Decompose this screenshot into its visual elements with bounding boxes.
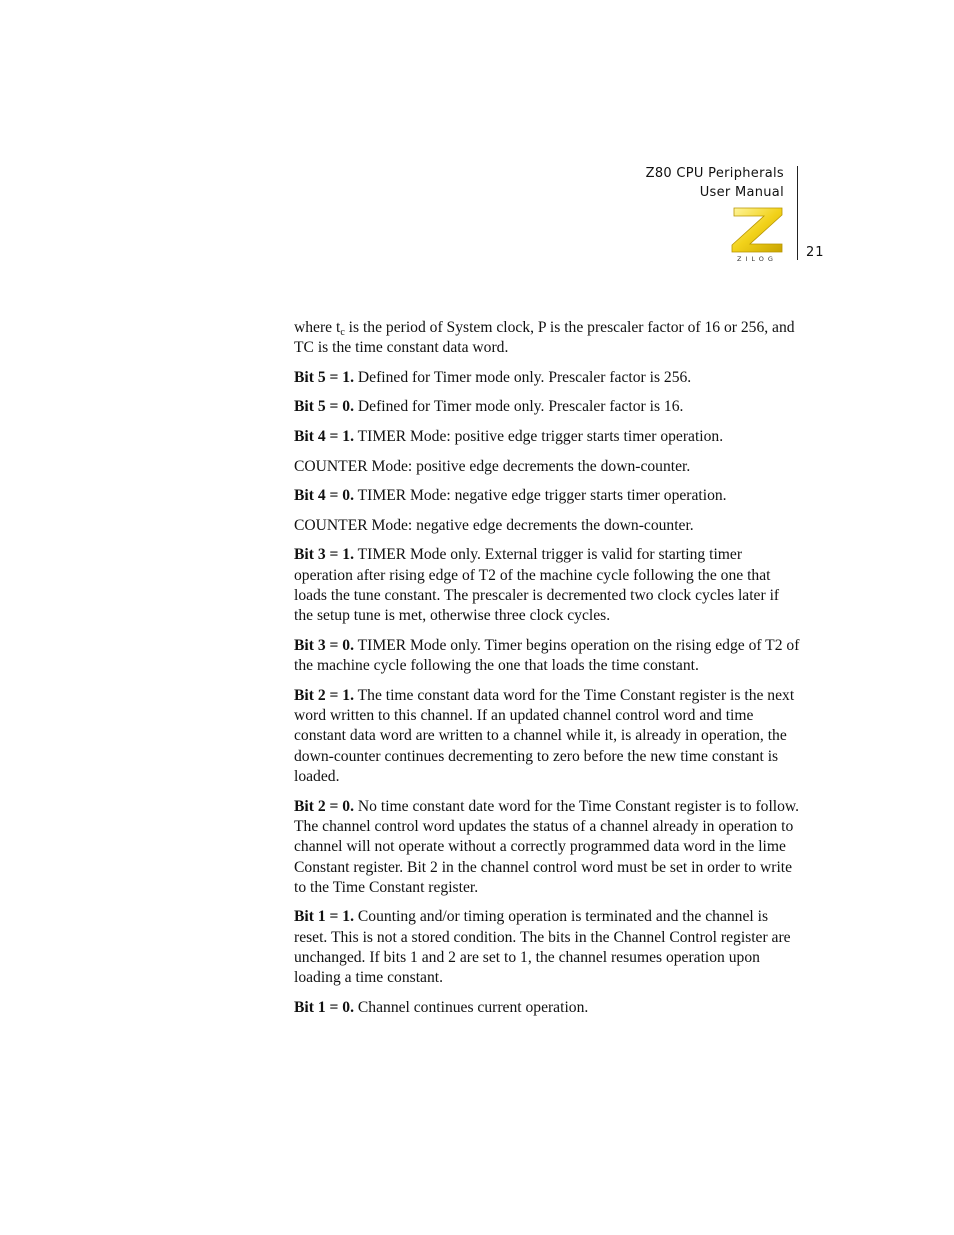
- bit-paragraph: Bit 1 = 1. Counting and/or timing operation is terminated and the channel is reset. This is not a stored condition. The bits in the Channel Control register are unchanged. If bits 1 and 2 are set to 1, the channel resumes operation upon loading a time constant.: [294, 908, 791, 987]
- page-number: 21: [806, 245, 825, 260]
- bit-paragraph: Bit 2 = 1. The time constant data word for the Time Constant register is the next word written to this channel. If an updated channel control word and time constant data word are written to a channel while it, is already in operation, the down-counter continues decrementing to zero before the new time constant is loaded.: [294, 686, 795, 786]
- bit-paragraph: COUNTER Mode: negative edge decrements the down-counter.: [294, 516, 694, 534]
- header-title-line1: Z80 CPU Peripherals: [645, 166, 784, 181]
- logo-wordmark: ZILOG: [737, 255, 777, 263]
- intro-paragraph: where $t_c$ is the period of System clock, P is the prescaler factor of 16 or 256, and TC is the time constant data word.: [294, 319, 795, 357]
- zilog-logo-icon: [728, 206, 786, 264]
- bit-paragraph: Bit 4 = 1. TIMER Mode: positive edge trigger starts timer operation.: [294, 428, 724, 446]
- bit-paragraph: Bit 5 = 0. Defined for Timer mode only. Prescaler factor is 16.: [294, 398, 684, 416]
- bit-paragraph: Bit 1 = 0. Channel continues current operation.: [294, 998, 589, 1016]
- header-divider: [797, 166, 798, 260]
- bit-paragraph: Bit 2 = 0. No time constant date word for the Time Constant register is to follow. The channel control word updates the status of a channel already in operation to channel will not operate without a correctly programmed data word in the lime Constant register. Bit 2 in the channel control word must be set in order to write to the Time Constant register.: [294, 797, 800, 896]
- header-title-line2: User Manual: [699, 185, 784, 200]
- bit-paragraph: Bit 5 = 1. Defined for Timer mode only. Prescaler factor is 256.: [294, 368, 692, 386]
- bit-paragraph: COUNTER Mode: positive edge decrements the down-counter.: [294, 457, 691, 475]
- bit-paragraph: Bit 3 = 0. TIMER Mode only. Timer begins operation on the rising edge of T2 of the machine cycle following the one that loads the time constant.: [294, 636, 800, 675]
- running-header: [646, 164, 784, 202]
- body-text: [294, 318, 800, 1027]
- bit-paragraph: Bit 4 = 0. TIMER Mode: negative edge trigger starts timer operation.: [294, 487, 727, 505]
- bit-paragraph: Bit 3 = 1. TIMER Mode only. External trigger is valid for starting timer operation after rising edge of T2 of the machine cycle following the one that loads the tune constant. The prescaler is decremented two clock cycles later if the setup tune is met, otherwise three clock cycles.: [294, 546, 780, 625]
